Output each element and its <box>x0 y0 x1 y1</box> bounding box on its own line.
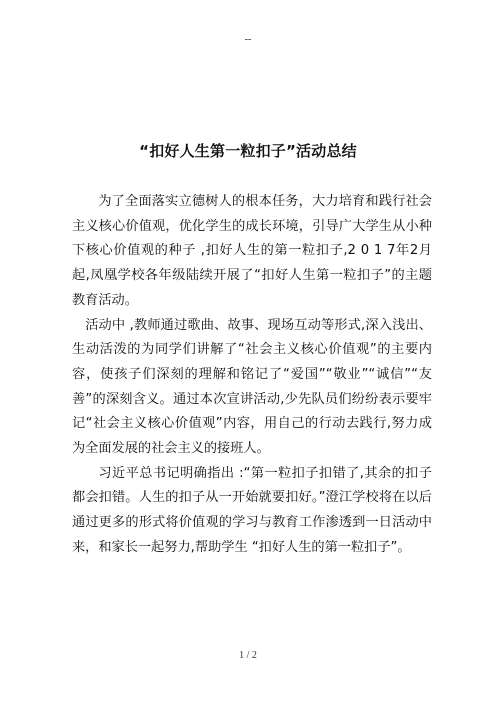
page-indicator: 1 / 2 <box>239 650 257 661</box>
paragraph-1: 为了全面落实立德树人的根本任务，大力培育和践行社会主义核心价值观，优化学生的成长环境，引导广大学生从小种下核心价值观的种子 ,扣好人生的第一粒扣子,2 0 1 7年2月起,凤凰学校各年级陆续开展了“扣好人生第一粒扣子”的主题教育活动。 <box>72 194 432 308</box>
header-mark: -- <box>244 34 252 45</box>
paragraph-2: 活动中 ,教师通过歌曲、故事、现场互动等形式,深入浅出、生动活泼的为同学们讲解了“社会主义核心价值观”的主要内容，使孩子们深刻的理解和铭记了“爱国”“敬业”“诚信”“友善”的深刻含义。通过本次宣讲活动,少先队员们纷纷表示要牢记“社会主义核心价值观”内容，用自己的行动去践行,努力成为全面发展的社会主义的接班人。 <box>72 317 432 457</box>
paragraph-3: 习近平总书记明确指出 :“第一粒扣子扣错了,其余的扣子都会扣错。人生的扣子从一开始就要扣好。”澄江学校将在以后通过更多的形式将价值观的学习与教育工作渗透到一日活动中来，和家长一起努力,帮助学生 “扣好人生的第一粒扣子”。 <box>72 465 432 555</box>
document-title: “扣好人生第一粒扣子”活动总结 <box>139 142 357 160</box>
document-body <box>72 190 432 561</box>
